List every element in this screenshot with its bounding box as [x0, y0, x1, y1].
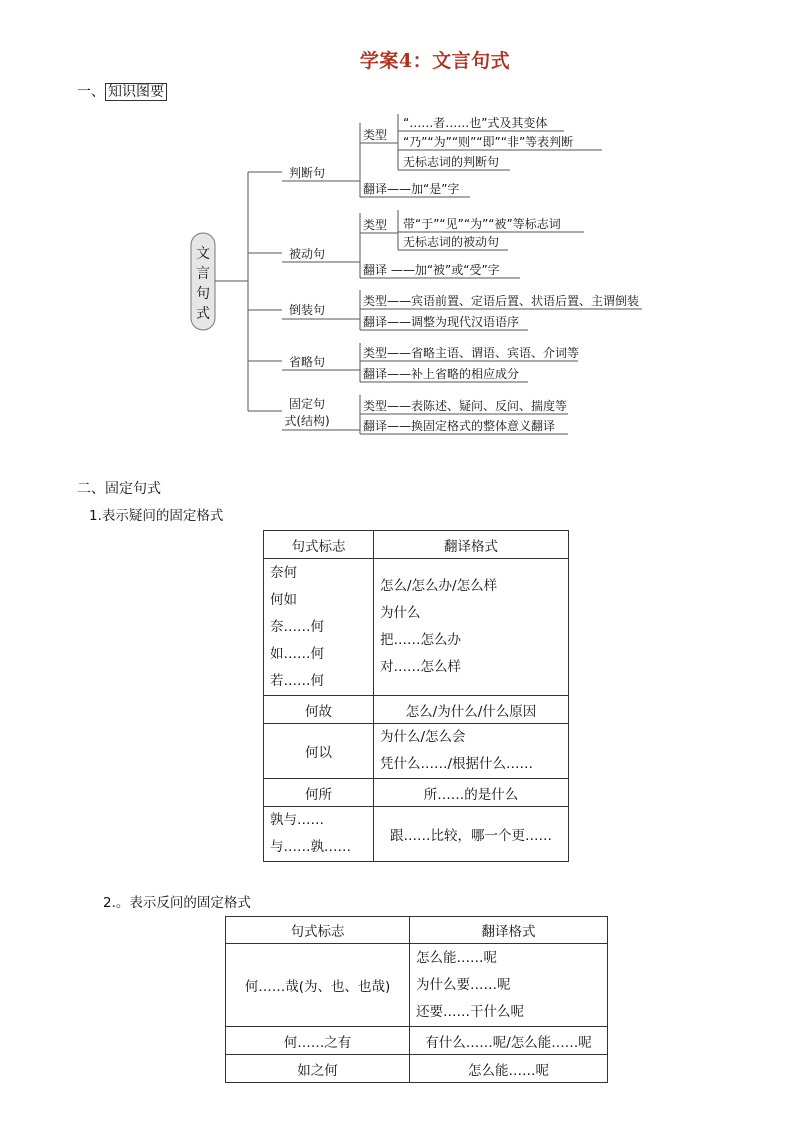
branch2-type-2: 无标志词的被动句	[403, 235, 500, 249]
table1-row1-markers	[264, 559, 374, 696]
table2-caption: 2.。表示反问的固定格式	[103, 895, 251, 911]
rhetorical-table	[225, 916, 608, 1083]
table1-translation: 对……怎么样	[380, 659, 461, 675]
branch5-translate: 翻译——换固定格式的整体意义翻译	[363, 419, 556, 433]
table2-row1-translations	[410, 944, 608, 1027]
table1-row1-translations	[374, 559, 569, 696]
branch5-type: 类型——表陈述、疑问、反问、揣度等	[363, 399, 568, 413]
branch-name-5-line-2: 式(结构)	[284, 414, 330, 428]
branch1-type-1: “……者……也”式及其变体	[403, 116, 548, 130]
table1-header-translation: 翻译格式	[374, 531, 569, 559]
table1-marker: 若……何	[270, 672, 324, 689]
table2-marker: 何……哉(为、也、也哉)	[226, 944, 410, 1027]
table2-marker: 何……之有	[226, 1027, 410, 1055]
page-title: 学案4：文言句式	[359, 50, 511, 72]
branch1-type-label: 类型	[363, 128, 388, 142]
section1-prefix: 一、	[77, 84, 105, 100]
section1-label: 知识图要	[105, 83, 167, 101]
table1-marker: 何以	[264, 724, 374, 779]
table1-marker: 何所	[264, 779, 374, 807]
branch4-translate: 翻译——补上省略的相应成分	[363, 367, 520, 381]
table1-marker: 何故	[264, 696, 374, 724]
table1-translation: 为什么	[380, 605, 421, 621]
branch-name-2: 被动句	[288, 247, 326, 261]
table1-marker: 何如	[270, 591, 297, 608]
table1-row-shuyu-markers	[264, 807, 374, 862]
branch-name-3: 倒装句	[288, 303, 326, 317]
branch-name-1: 判断句	[288, 166, 326, 180]
table1-marker: 奈何	[270, 564, 297, 581]
table2-translation: 怎么能……呢	[416, 949, 497, 966]
table1-translation: 把……怎么办	[380, 632, 461, 648]
section2-heading: 二、固定句式	[77, 481, 161, 497]
mindmap-root-char-3: 句	[196, 286, 210, 302]
branch2-translate: 翻译 ——加“被”或“受”字	[363, 263, 500, 277]
branch3-type: 类型——宾语前置、定语后置、状语后置、主谓倒装	[363, 294, 640, 308]
table2-header-marker: 句式标志	[226, 917, 410, 944]
mindmap-root-char-1: 文	[196, 246, 210, 262]
branch2-type-label: 类型	[363, 218, 388, 232]
interrogative-table	[263, 530, 569, 862]
table1-marker: 与……孰……	[270, 839, 351, 855]
branch1-type-3: 无标志词的判断句	[403, 155, 500, 169]
branch3-translate: 翻译——调整为现代汉语语序	[363, 315, 520, 329]
table1-translation: 所……的是什么	[374, 779, 569, 807]
table1-marker: 如……何	[270, 645, 324, 662]
table1-translation: 跟……比较，哪一个更……	[374, 807, 569, 862]
mindmap-root-char-4: 式	[196, 306, 210, 322]
table1-translation: 怎么/怎么办/怎么样	[380, 578, 498, 594]
table1-translation: 为什么/怎么会	[380, 729, 466, 745]
table1-header-marker: 句式标志	[264, 531, 374, 559]
table2-marker: 如之何	[226, 1055, 410, 1083]
table1-translation: 怎么/为什么/什么原因	[374, 696, 569, 724]
table2-translation: 怎么能……呢	[410, 1055, 608, 1083]
branch-name-4: 省略句	[288, 355, 326, 369]
table2-translation: 还要……干什么呢	[416, 1003, 524, 1020]
branch-name-5-line-1: 固定句	[288, 397, 326, 411]
table2-translation: 为什么要……呢	[416, 976, 511, 993]
mindmap	[0, 0, 794, 450]
table2-header-translation: 翻译格式	[410, 917, 608, 944]
branch2-type-1: 带“于”“见”“为”“被”等标志词	[403, 217, 561, 231]
mindmap-root-char-2: 言	[196, 266, 210, 282]
table1-marker: 孰与……	[270, 812, 324, 828]
table1-marker: 奈……何	[270, 618, 324, 635]
branch1-type-2: “乃”“为”“则”“即”“非”等表判断	[403, 135, 574, 149]
branch1-translate: 翻译——加“是”字	[363, 182, 460, 196]
table1-caption: 1.表示疑问的固定格式	[89, 508, 224, 524]
table1-row-heyi-translations	[374, 724, 569, 779]
branch4-type: 类型——省略主语、谓语、宾语、介词等	[363, 346, 580, 360]
table1-translation: 凭什么……/根据什么……	[380, 756, 534, 772]
table2-translation: 有什么……呢/怎么能……呢	[410, 1027, 608, 1055]
